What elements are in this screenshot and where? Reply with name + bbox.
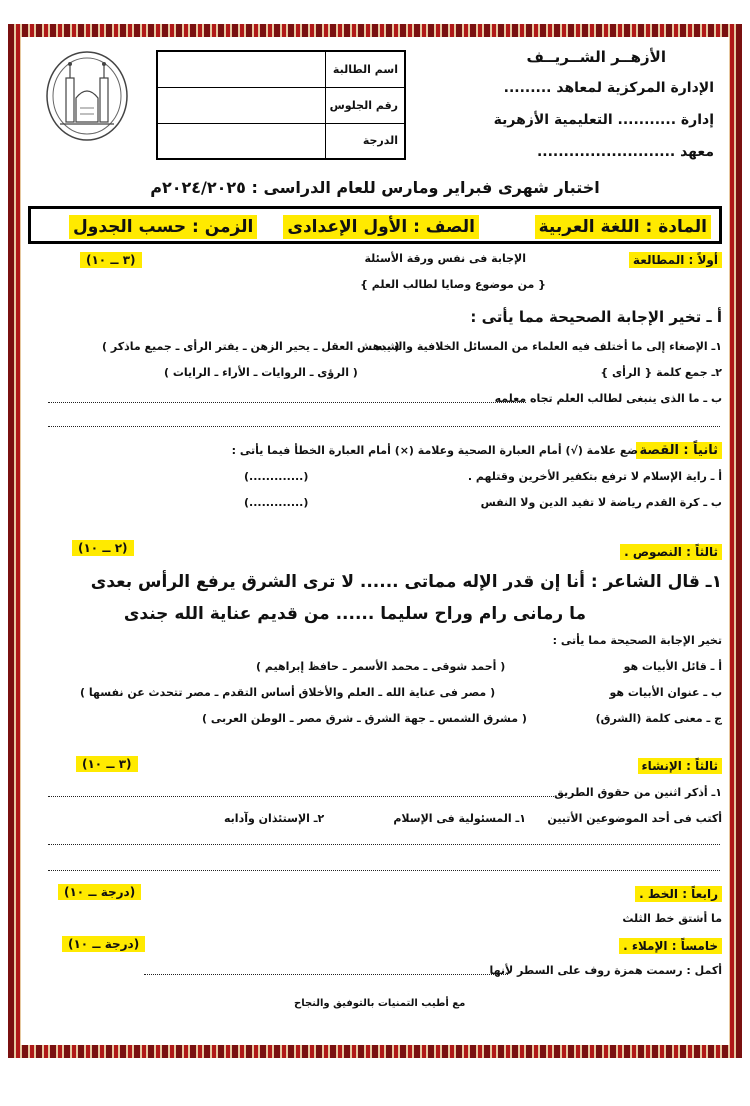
section-dictation-marks: (درجة ــ ١٠) bbox=[62, 936, 145, 952]
answer-line[interactable] bbox=[48, 796, 556, 797]
story-item-a: أ ـ راية الإسلام لا ترفع بتكفير الأخرين وقتلهم . bbox=[467, 470, 722, 483]
seat-number-field[interactable] bbox=[157, 87, 325, 123]
exam-title: اختبار شهرى فبراير ومارس للعام الدراسى : ٢٠٢٤/٢٠٢٥م bbox=[150, 178, 600, 197]
header-line-3: إدارة ........... التعليمية الأزهرية bbox=[493, 112, 714, 128]
dictation-question: أكمل : رسمت همزة روف على السطر لأنها bbox=[489, 964, 722, 977]
section-calligraphy-marks: (درجة ــ ١٠) bbox=[58, 884, 141, 900]
header-line-4: معهد .......................... bbox=[536, 144, 714, 160]
reading-note-1: الإجابة فى نفس ورقة الأسئلة bbox=[364, 252, 526, 265]
student-name-label: اسم الطالبة bbox=[325, 51, 405, 87]
texts-q-a: أ ـ قائل الأبيات هو bbox=[623, 660, 722, 673]
section-story-title: ثانياً : القصة bbox=[636, 442, 722, 459]
texts-q-b: ب ـ عنوان الأبيات هو bbox=[609, 686, 722, 699]
header-line-1: الأزهــر الشــريــف bbox=[526, 48, 666, 66]
section-composition-marks: (٣ ــ ١٠) bbox=[76, 756, 138, 772]
answer-line[interactable] bbox=[144, 974, 508, 975]
section-calligraphy-title: رابعاً : الخط . bbox=[635, 886, 722, 902]
subject-bar bbox=[28, 206, 722, 244]
answer-line[interactable] bbox=[48, 870, 720, 871]
texts-q-c: ج ـ معنى كلمة (الشرق) bbox=[595, 712, 722, 725]
seat-number-label: رقم الجلوس bbox=[325, 87, 405, 123]
answer-line[interactable] bbox=[48, 402, 526, 403]
story-item-a-blank[interactable]: (.............) bbox=[244, 470, 309, 483]
reading-note-2: { من موضوع وصايا لطالب العلم } bbox=[360, 278, 546, 291]
answer-line[interactable] bbox=[48, 844, 720, 845]
student-name-field[interactable] bbox=[157, 51, 325, 87]
story-instruction: ضع علامة (√) أمام العبارة الصحية وعلامة (×) أمام العبارة الخطأ فيما يأتى : bbox=[231, 444, 638, 457]
poem-verse-2: ما رمانى رام وراح سليما ...... من قديم عناية الله جندى bbox=[123, 604, 586, 624]
poem-verse-1: ١ـ قال الشاعر : أنا إن قدر الإله مماتى ...... لا ترى الشرق يرفع الرأس بعدى bbox=[90, 572, 722, 592]
section-texts-title: ثالثاً : النصوص . bbox=[620, 544, 722, 560]
section-reading-marks: (٣ ــ ١٠) bbox=[80, 252, 142, 268]
composition-option-2: ٢ـ الإستئذان وآدابه bbox=[224, 812, 325, 825]
reading-question-a: أ ـ تخير الإجابة الصحيحة مما يأتى : bbox=[470, 308, 722, 326]
time-label: الزمن : حسب الجدول bbox=[69, 215, 257, 239]
class-label: الصف : الأول الإعدادى bbox=[283, 215, 479, 239]
student-info-table bbox=[156, 50, 406, 160]
composition-q1: ١ـ أذكر اثنين من حقوق الطريق bbox=[554, 786, 722, 799]
section-dictation-title: خامساً : الإملاء . bbox=[619, 938, 722, 954]
subject-label: المادة : اللغة العربية bbox=[535, 215, 711, 239]
section-composition-title: ثالثاً : الإنشاء bbox=[638, 758, 722, 774]
texts-q-c-options: ( مشرق الشمس ـ جهة الشرق ـ شرق مصر ـ الوطن العربى ) bbox=[202, 712, 527, 725]
calligraphy-question: ما أشتق خط الثلث bbox=[622, 912, 722, 925]
exam-page bbox=[24, 40, 726, 1044]
story-item-b: ب ـ كرة القدم رياضة لا تفيد الدين ولا النفس bbox=[480, 496, 722, 509]
answer-line[interactable] bbox=[48, 426, 720, 427]
texts-q-b-options: ( مصر فى عناية الله ـ العلم والأخلاق أساس التقدم ـ مصر تتحدث عن نفسها ) bbox=[80, 686, 496, 699]
composition-option-1: ١ـ المسئولية فى الإسلام bbox=[393, 812, 526, 825]
al-azhar-logo-icon bbox=[44, 48, 130, 144]
section-reading-title: أولاً : المطالعة bbox=[629, 252, 722, 268]
footer-wishes: مع أطيب التمنيات بالتوفيق والنجاح bbox=[294, 998, 466, 1009]
composition-q2: أكتب فى أحد الموضوعين الأتيين bbox=[547, 812, 722, 825]
texts-instruction: تخير الإجابة الصحيحة مما يأتى : bbox=[552, 634, 722, 647]
story-item-b-blank[interactable]: (.............) bbox=[244, 496, 309, 509]
reading-question-b: ب ـ ما الذى ينبغى لطالب العلم تجاه معلمه bbox=[494, 392, 722, 405]
reading-q-a1: ١ـ الإصغاء إلى ما أختلف فيه العلماء من المسائل الخلافية والشبه . bbox=[367, 340, 722, 353]
reading-q-a1-options: ( يدهش العقل ـ يحير الزهن ـ يفتر الرأى ـ جميع ماذكر ) bbox=[102, 340, 400, 353]
reading-q-a2: ٢ـ جمع كلمة { الرأى } bbox=[600, 366, 722, 379]
texts-q-a-options: ( أحمد شوقى ـ محمد الأسمر ـ حافظ إبراهيم ) bbox=[256, 660, 506, 673]
grade-field[interactable] bbox=[157, 123, 325, 159]
reading-q-a2-options: ( الرؤى ـ الروايات ـ الأراء ـ الرايات ) bbox=[164, 366, 358, 379]
section-texts-marks: (٢ ــ ١٠) bbox=[72, 540, 134, 556]
grade-label: الدرجة bbox=[325, 123, 405, 159]
header-line-2: الإدارة المركزية لمعاهد ......... bbox=[503, 80, 714, 96]
